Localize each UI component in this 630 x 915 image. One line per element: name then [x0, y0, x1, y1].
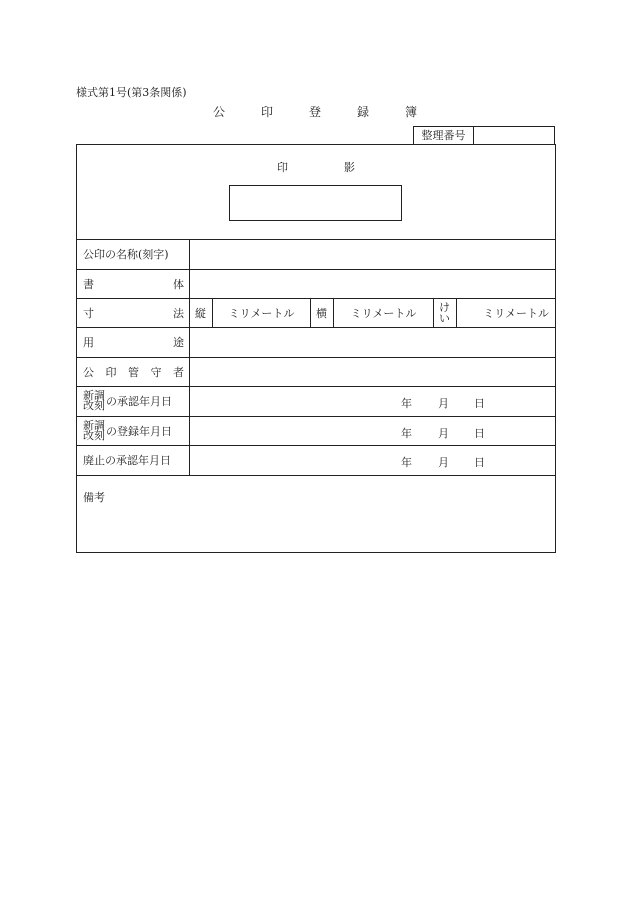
reference-number-box [413, 126, 555, 145]
year-unit: 年 [401, 456, 412, 469]
horizontal-label: 横 [316, 306, 327, 320]
title-char: 録 [357, 105, 370, 119]
day-unit: 日 [474, 397, 485, 410]
seal-impression-char: 印 [277, 161, 288, 174]
typeface-field[interactable] [190, 270, 555, 297]
custodian-label-char: 守 [150, 365, 162, 379]
border-label-top: け [439, 300, 450, 314]
stack-bottom: 改刻 [83, 399, 105, 412]
vertical-label: 縦 [195, 306, 206, 320]
use-field[interactable] [190, 328, 555, 356]
horizontal-unit: ミリメートル [350, 306, 417, 320]
border-unit: ミリメートル [483, 306, 549, 320]
approval-date-field[interactable] [77, 395, 555, 412]
stack-bottom: 改刻 [83, 428, 105, 442]
month-unit: 月 [438, 427, 449, 440]
title-char: 公 [212, 105, 225, 119]
remarks-field[interactable] [78, 503, 554, 551]
year-unit: 年 [401, 397, 412, 410]
page-title [0, 103, 630, 120]
custodian-label-char: 印 [105, 365, 117, 379]
border-label [433, 298, 456, 327]
seal-impression-char: 影 [344, 161, 355, 174]
dimensions-label-char: 寸 [83, 306, 94, 320]
typeface-label-char: 体 [173, 277, 184, 291]
month-unit: 月 [438, 397, 449, 410]
typeface-label-char: 書 [83, 277, 94, 291]
stack-top: 新調 [83, 389, 105, 402]
custodian-field[interactable] [190, 358, 555, 385]
vertical-unit: ミリメートル [228, 306, 295, 320]
typeface-label [83, 269, 184, 298]
approval-date-suffix: の承認年月日 [106, 395, 172, 408]
custodian-label-char: 公 [83, 365, 94, 379]
use-label-char: 用 [83, 336, 94, 349]
border-label-bottom: い [439, 311, 450, 325]
use-label [83, 327, 184, 357]
year-unit: 年 [401, 427, 412, 440]
seal-impression-label [77, 159, 555, 175]
abolition-date-label: 廃止の承認年月日 [83, 454, 171, 467]
use-label-char: 途 [173, 336, 184, 349]
day-unit: 日 [474, 427, 485, 440]
seal-name-field[interactable] [190, 240, 555, 268]
row-divider [77, 475, 555, 476]
custodian-label-char: 管 [128, 365, 139, 379]
stack-top: 新調 [83, 418, 105, 432]
title-char: 印 [260, 105, 273, 119]
registration-date-field[interactable] [77, 425, 555, 442]
dimensions-label [83, 298, 184, 327]
registry-form [76, 144, 556, 553]
dimensions-label-char: 法 [173, 306, 184, 320]
form-number-caption: 様式第1号(第3条関係) [76, 86, 187, 99]
month-unit: 月 [438, 456, 449, 469]
registration-date-suffix: の登録年月日 [106, 424, 172, 438]
reference-number-field[interactable] [474, 127, 554, 145]
reference-number-label: 整理番号 [414, 127, 474, 145]
custodian-label [83, 357, 184, 386]
title-char: 簿 [405, 105, 418, 119]
title-char: 登 [308, 105, 321, 119]
custodian-label-char: 者 [173, 365, 184, 379]
abolition-date-field[interactable] [77, 454, 555, 468]
remarks-label: 備考 [83, 491, 105, 504]
seal-impression-box[interactable] [229, 185, 402, 221]
seal-name-label: 公印の名称(刻字) [83, 248, 169, 261]
day-unit: 日 [474, 456, 485, 469]
